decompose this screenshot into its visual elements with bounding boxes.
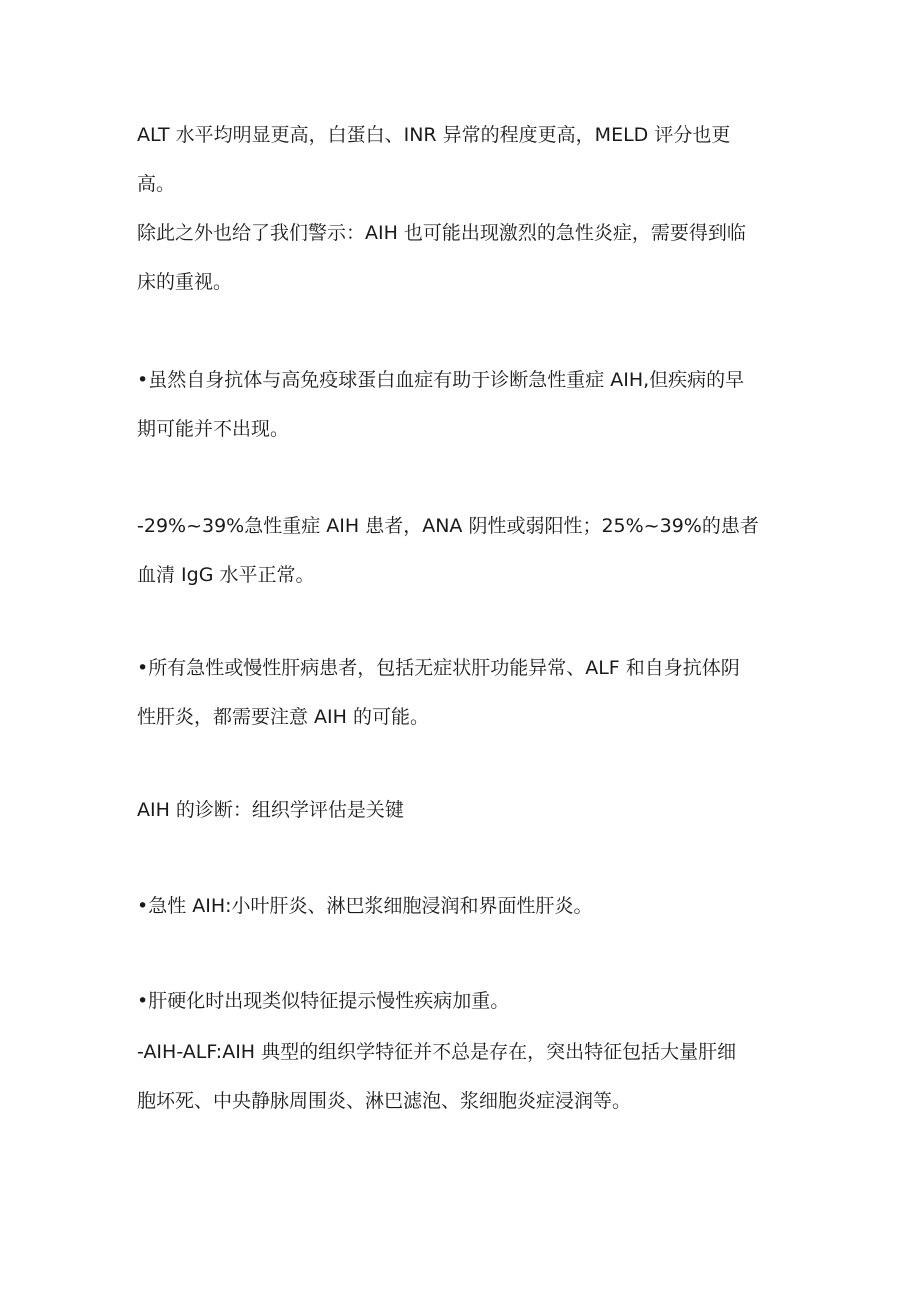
- bullet-line: •肝硬化时出现类似特征提示慢性疾病加重。: [137, 990, 510, 1012]
- bullet-line: •急性 AIH:小叶肝炎、淋巴浆细胞浸润和界面性肝炎。: [137, 895, 593, 917]
- bullet-line: 性肝炎，都需要注意 AIH 的可能。: [137, 706, 429, 728]
- bullet-line: •虽然自身抗体与高免疫球蛋白血症有助于诊断急性重症 AIH,但疾病的早: [137, 369, 745, 391]
- section-heading: AIH 的诊断：组织学评估是关键: [137, 799, 404, 821]
- paragraph-line: ALT 水平均明显更高，白蛋白、INR 异常的程度更高，MELD 评分也更: [137, 124, 731, 146]
- sub-item-line: -29%~39%急性重症 AIH 患者，ANA 阴性或弱阳性；25%~39%的患者: [137, 515, 759, 537]
- sub-item-line: 血清 IgG 水平正常。: [137, 564, 315, 586]
- paragraph-line: 除此之外也给了我们警示：AIH 也可能出现激烈的急性炎症，需要得到临: [137, 222, 746, 244]
- bullet-line: 期可能并不出现。: [137, 418, 290, 440]
- paragraph-line: 高。: [137, 173, 176, 195]
- sub-item-line: -AIH-ALF:AIH 典型的组织学特征并不总是存在，突出特征包括大量肝细: [137, 1041, 737, 1063]
- sub-item-line: 胞坏死、中央静脉周围炎、淋巴滤泡、浆细胞炎症浸润等。: [137, 1090, 632, 1112]
- bullet-line: •所有急性或慢性肝病患者，包括无症状肝功能异常、ALF 和自身抗体阴: [137, 657, 740, 679]
- paragraph-line: 床的重视。: [137, 271, 233, 293]
